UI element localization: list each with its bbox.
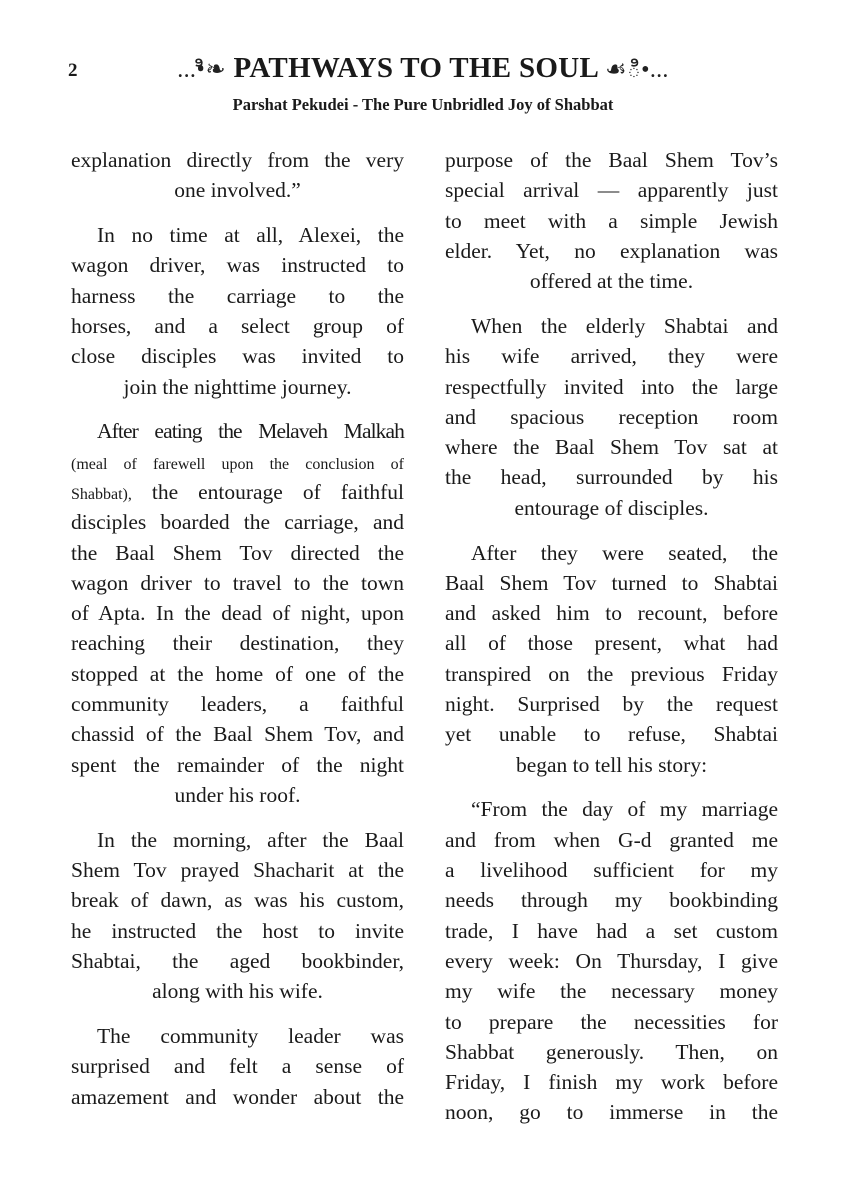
text-line: every week: On Thursday, I give (445, 948, 778, 973)
text-line: break of dawn, as was his custom, (71, 888, 404, 913)
text-line: yet unable to refuse, Shabtai (445, 722, 778, 747)
text-line: stopped at the home of one of the (71, 661, 404, 686)
text-line: a livelihood sufficient for my (445, 858, 778, 883)
text-line: explanation directly from the very (71, 148, 404, 172)
text-line: he instructed the host to invite (71, 918, 404, 943)
text-line: trade, I have had a set custom (445, 918, 778, 943)
paragraph (71, 416, 404, 810)
text-line: horses, and a select group of (71, 313, 404, 338)
text-line (71, 220, 404, 250)
text-line (71, 416, 404, 446)
text-line: and spacious reception room (445, 404, 778, 429)
line-text: entourage of disciples. (514, 495, 709, 520)
parenthetical-note: (meal of farewell upon the conclusion of (71, 455, 404, 473)
paragraph (71, 220, 404, 402)
text-line: wagon driver, was instructed to (71, 253, 404, 278)
text-line: Shabtai, the aged bookbinder, (71, 948, 404, 973)
line-text: After they were seated, the (471, 540, 778, 565)
parenthetical-note: Shabbat), (71, 485, 132, 503)
text-line: to meet with a simple Jewish (445, 208, 778, 233)
text-line: night. Surprised by the request (445, 692, 778, 717)
text-line: harness the carriage to the (71, 283, 404, 308)
text-line: close disciples was invited to (71, 344, 404, 369)
text-line: to prepare the necessities for (445, 1009, 778, 1034)
ornament-right-icon: ☙ి•... (605, 57, 669, 83)
text-line: transpired on the previous Friday (445, 661, 778, 686)
text-line: amazement and wonder about the (71, 1084, 404, 1109)
line-text: In no time at all, Alexei, the (97, 223, 404, 248)
paragraph (71, 145, 404, 206)
text-line: the Baal Shem Tov directed the (71, 540, 404, 565)
text-line: Friday, I finish my work before (445, 1070, 778, 1095)
text-line (71, 372, 404, 402)
text-line: elder. Yet, no explanation was (445, 238, 778, 263)
paragraph (445, 145, 778, 296)
text-line: reaching their destination, they (71, 631, 404, 656)
text-line (71, 175, 404, 205)
text-line: and from when G-d granted me (445, 827, 778, 852)
page-number: 2 (68, 60, 78, 81)
text-line: all of those present, what had (445, 631, 778, 656)
paragraph (71, 825, 404, 1007)
line-text: join the nighttime journey. (123, 374, 352, 399)
text-line: surprised and felt a sense of (71, 1054, 404, 1079)
line-text: When the elderly Shabtai and (471, 313, 778, 338)
text-line: needs through my bookbinding (445, 888, 778, 913)
right-column (445, 145, 778, 1142)
text-line: spent the remainder of the night (71, 752, 404, 777)
text-line (445, 538, 778, 568)
text-line: community leaders, a faithful (71, 692, 404, 717)
text-line: noon, go to immerse in the (445, 1100, 778, 1125)
text-line: Shabbat generously. Then, on (445, 1039, 778, 1064)
text-line (445, 311, 778, 341)
line-text: “From the day of my marriage (471, 797, 778, 822)
text-line (445, 794, 778, 824)
line-text: under his roof. (174, 782, 301, 807)
text-line: wagon driver to travel to the town (71, 570, 404, 595)
line-text: along with his wife. (152, 979, 323, 1004)
text-line (71, 477, 404, 507)
text-line: chassid of the Baal Shem Tov, and (71, 722, 404, 747)
text-line: of Apta. In the dead of night, upon (71, 601, 404, 626)
line-text: one involved.” (174, 178, 301, 203)
text-line (71, 447, 404, 477)
text-line: my wife the necessary money (445, 979, 778, 1004)
text-line: respectfully invited into the large (445, 374, 778, 399)
line-text: offered at the time. (529, 269, 694, 294)
text-line: purpose of the Baal Shem Tov’s (445, 148, 778, 172)
text-line: Baal Shem Tov turned to Shabtai (445, 570, 778, 595)
paragraph (445, 794, 778, 1127)
book-title: PATHWAYS TO THE SOUL (233, 52, 598, 84)
paragraph (445, 538, 778, 780)
line-text: the entourage of faithful (131, 479, 404, 504)
text-line: disciples boarded the carriage, and (71, 510, 404, 535)
paragraph (445, 311, 778, 523)
chapter-subtitle: Parshat Pekudei - The Pure Unbridled Joy of Shabbat (232, 95, 614, 114)
text-line (71, 1021, 404, 1051)
text-line: and asked him to recount, before (445, 601, 778, 626)
text-line (71, 825, 404, 855)
text-line (445, 750, 778, 780)
line-text: began to tell his story: (515, 752, 708, 777)
left-column (71, 145, 404, 1126)
text-line: his wife arrived, they were (445, 344, 778, 369)
ornament-left-icon: ...•ి❧ (177, 57, 226, 83)
line-text: In the morning, after the Baal (97, 827, 404, 852)
text-line (71, 780, 404, 810)
running-title (0, 52, 846, 89)
paragraph (71, 1021, 404, 1112)
text-line: Shem Tov prayed Shacharit at the (71, 858, 404, 883)
text-line: special arrival — apparently just (445, 178, 778, 203)
text-line (445, 266, 778, 296)
line-text: The community leader was (97, 1024, 404, 1049)
text-line (445, 493, 778, 523)
text-line (71, 976, 404, 1006)
text-line: the head, surrounded by his (445, 465, 778, 490)
line-text: After eating the Melaveh Malkah (97, 419, 404, 444)
text-line: where the Baal Shem Tov sat at (445, 435, 778, 460)
